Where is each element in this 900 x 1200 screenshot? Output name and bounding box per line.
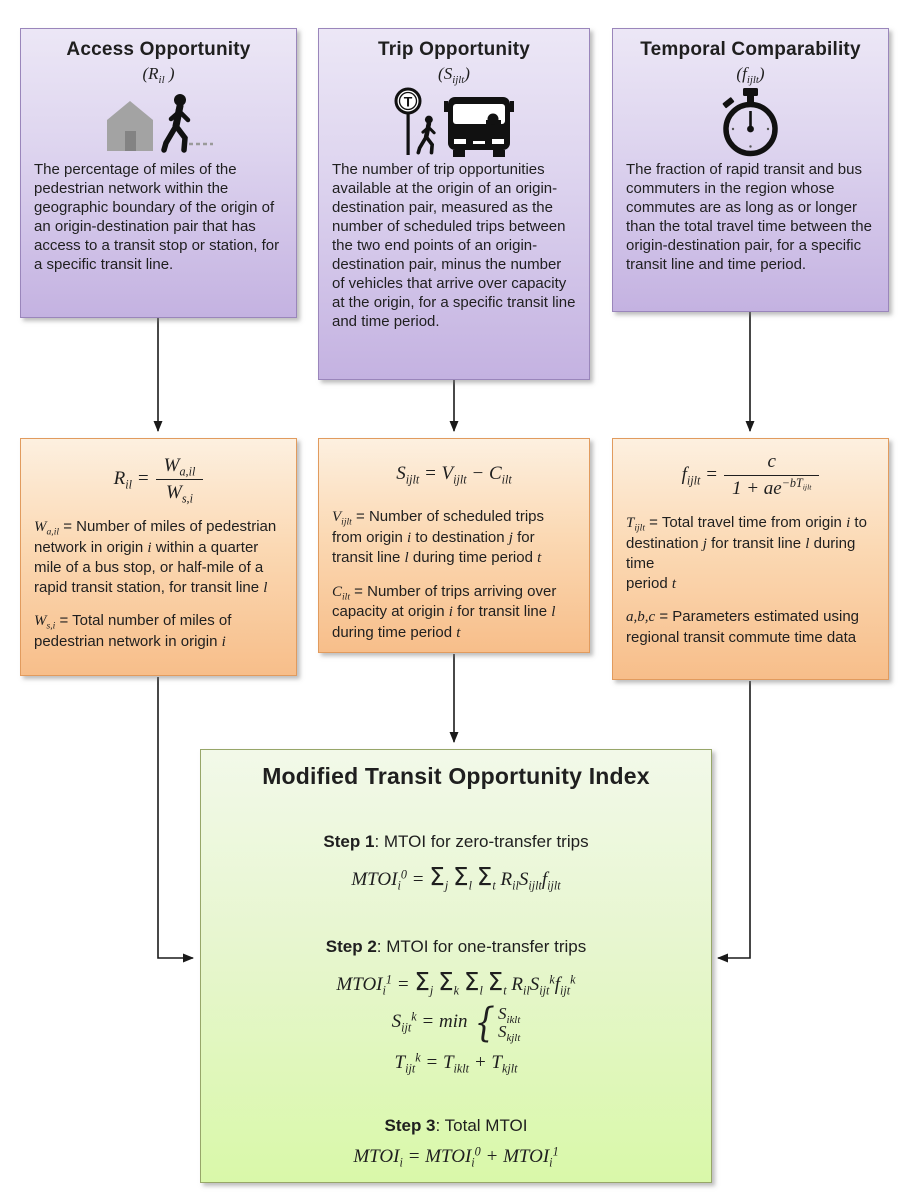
- equation-transfer-time: $T_{ijt}^k = T_{iklt} + T_{kjlt}$: [394, 1050, 518, 1076]
- box-description: The number of trip opportunities available at the origin of an origin-destination pair, measured as the number of scheduled trips between the two end points of an origin-destination pair, minus the number of vehicles that arrive over capacity at the origin, for a specific transit line and time period.: [332, 161, 576, 331]
- result-box-mtoi: [200, 749, 712, 1183]
- result-title: Modified Transit Opportunity Index: [262, 763, 650, 789]
- transit-stop-icon bus-icon: [319, 92, 589, 154]
- arrow-access-formula-to-mtoi: [158, 677, 193, 958]
- equation-step1: $MTOI_i^0 = \Sigma_j$ $\Sigma_l$ $\Sigma_t$ $R_{il}S_{ijlt}f_{ijlt}$: [351, 862, 561, 893]
- equation-step2: $MTOI_i^1 = \Sigma_j$ $\Sigma_k$ $\Sigma_l$ $\Sigma_t$ $R_{il}S_{ijt}^kf_{ijt}^k$: [336, 967, 576, 998]
- concept-box-trip-opportunity: [318, 28, 590, 380]
- stopwatch-icon: [613, 92, 888, 154]
- house-icon pedestrian-icon: [21, 92, 296, 154]
- box-title: Access Opportunity: [66, 39, 251, 60]
- formula-trip: $S_{ijlt} = V_{ijlt} - C_{ilt}$: [396, 463, 512, 487]
- definition: $V_{ijlt}$ = Number of scheduled trips from origin i to destination j for transit line l during time period t: [332, 508, 545, 566]
- arrow-temporal-formula-to-mtoi: [718, 681, 750, 958]
- definition: a,b,c = Parameters estimated using regional transit commute time data: [626, 608, 860, 646]
- t-sign-letter: T: [403, 93, 413, 110]
- definition: $T_{ijlt}$ = Total travel time from origin i to destination j for transit line l during time period t: [626, 514, 867, 592]
- box-title: Trip Opportunity: [377, 39, 531, 60]
- box-description: The fraction of rapid transit and bus commuters in the region whose commutes are as long as or longer than the total travel time between the origin-destination pair, for a specific transit line and time period.: [626, 161, 872, 274]
- box-symbol: $(f_{ijlt})$: [736, 64, 765, 86]
- formula-box-temporal: [612, 438, 889, 680]
- equation-total: $MTOI_i$ = $MTOI_i^0$ + $MTOI_i^1$: [353, 1144, 559, 1170]
- concept-box-temporal-comparability: [612, 28, 889, 312]
- step2-caption: Step 2: MTOI for one-transfer trips: [325, 937, 587, 956]
- equation-min-transfer: $S_{ijt}^k = \min$ { $S_{iklt}$ $S_{kjlt}$: [391, 1000, 521, 1046]
- formula-temporal: $f_{ijlt}$ = $\frac{c}{1 + ae^{-bT_{ijlt}}}$: [613, 451, 888, 500]
- step1-caption: Step 1: MTOI for zero-transfer trips: [323, 832, 589, 851]
- step3-caption: Step 3: Total MTOI: [384, 1116, 528, 1135]
- box-description: The percentage of miles of the pedestrian network within the geographic boundary of the origin of an origin-destination pair that has access to a transit stop or station, for a specific transit line.: [34, 161, 280, 274]
- definition: $W_{s,i}$ = Total number of miles of pedestrian network in origin i: [34, 612, 232, 650]
- concept-box-access-opportunity: [20, 28, 297, 318]
- box-symbol: ($R_{il}$ ): [142, 64, 175, 86]
- definition: $W_{a,il}$ = Number of miles of pedestrian network in origin i within a quarter mile of a bus stop, or half-mile of a rapid transit station, for transit line l: [34, 518, 277, 596]
- formula-box-access: [20, 438, 297, 676]
- formula-box-trip: [318, 438, 590, 653]
- formula-access: $R_{il}$ = $\frac{W_{a,il}}{W_{s,i}}$: [21, 455, 296, 504]
- box-symbol: $(S_{ijlt})$: [438, 64, 470, 86]
- definition: $C_{ilt}$ = Number of trips arriving over capacity at origin i for transit line l during time period t: [332, 582, 557, 641]
- box-title: Temporal Comparability: [640, 39, 861, 60]
